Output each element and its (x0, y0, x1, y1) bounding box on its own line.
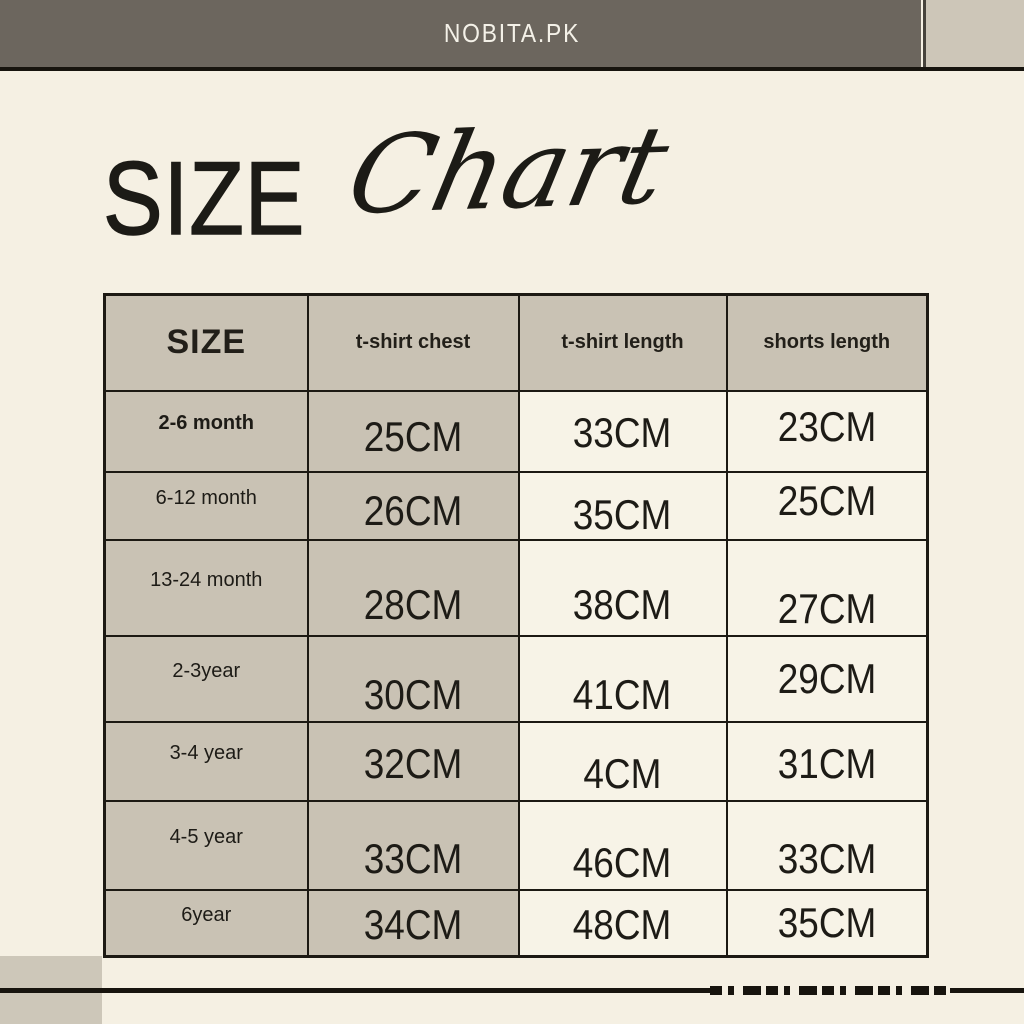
tshirt-length-cell (519, 890, 727, 957)
tshirt-chest-cell (308, 801, 519, 890)
measurement-value: 23CM (777, 402, 877, 450)
table-row (105, 722, 928, 801)
table-row (105, 391, 928, 472)
size-table-header (105, 295, 928, 391)
obscured-text-fragment (710, 986, 950, 995)
page-title-chart: Chart (337, 103, 679, 239)
tshirt-chest-cell (308, 890, 519, 957)
tshirt-chest-cell (308, 472, 519, 540)
tshirt-length-cell (519, 391, 727, 472)
shorts-length-cell (727, 890, 928, 957)
measurement-value: 4CM (583, 749, 662, 797)
column-header-tshirt-chest: t-shirt chest (308, 295, 519, 391)
measurement-value: 33CM (777, 834, 877, 882)
tshirt-chest-cell (308, 391, 519, 472)
measurement-value: 32CM (363, 739, 463, 787)
measurement-value: 38CM (573, 580, 672, 628)
size-label-cell: 2-6 month (105, 391, 308, 472)
shorts-length-cell (727, 722, 928, 801)
measurement-value: 30CM (363, 670, 463, 718)
table-row (105, 801, 928, 890)
measurement-value: 48CM (573, 901, 672, 948)
size-label-cell: 4-5 year (105, 801, 308, 890)
size-table (103, 293, 929, 958)
size-label-cell: 13-24 month (105, 540, 308, 636)
table-row (105, 890, 928, 957)
size-table-body (105, 391, 928, 957)
shorts-length-cell (727, 540, 928, 636)
table-row (105, 472, 928, 540)
measurement-value: 28CM (363, 580, 463, 628)
measurement-value: 34CM (363, 901, 463, 948)
tshirt-length-cell (519, 540, 727, 636)
page-title-size: SIZE (103, 141, 306, 257)
tshirt-chest-cell (308, 540, 519, 636)
shorts-length-cell (727, 801, 928, 890)
column-header-shorts-length: shorts length (727, 295, 928, 391)
table-row (105, 540, 928, 636)
size-label-cell: 6-12 month (105, 472, 308, 540)
top-divider-line (0, 67, 1024, 71)
brand-name: NOBITA.PK (443, 18, 581, 48)
size-label-cell: 3-4 year (105, 722, 308, 801)
measurement-value: 26CM (363, 486, 463, 534)
measurement-value: 33CM (363, 834, 463, 882)
shorts-length-cell (727, 391, 928, 472)
measurement-value: 31CM (777, 739, 877, 787)
table-row (105, 636, 928, 722)
tshirt-length-cell (519, 472, 727, 540)
measurement-value: 27CM (777, 584, 877, 632)
column-header-tshirt-length: t-shirt length (519, 295, 727, 391)
column-header-size: SIZE (105, 295, 308, 391)
measurement-value: 35CM (573, 490, 672, 538)
measurement-value: 46CM (573, 838, 672, 886)
measurement-value: 41CM (573, 670, 672, 718)
measurement-value: 33CM (573, 408, 672, 456)
tshirt-length-cell (519, 722, 727, 801)
measurement-value: 25CM (777, 476, 877, 524)
tshirt-chest-cell (308, 636, 519, 722)
measurement-value: 35CM (777, 899, 877, 946)
measurement-value: 25CM (363, 412, 463, 460)
size-label-cell: 2-3year (105, 636, 308, 722)
tshirt-length-cell (519, 636, 727, 722)
header-row (105, 295, 928, 391)
shorts-length-cell (727, 636, 928, 722)
shorts-length-cell (727, 472, 928, 540)
measurement-value: 29CM (777, 654, 877, 702)
size-label-cell: 6year (105, 890, 308, 957)
tshirt-chest-cell (308, 722, 519, 801)
tshirt-length-cell (519, 801, 727, 890)
